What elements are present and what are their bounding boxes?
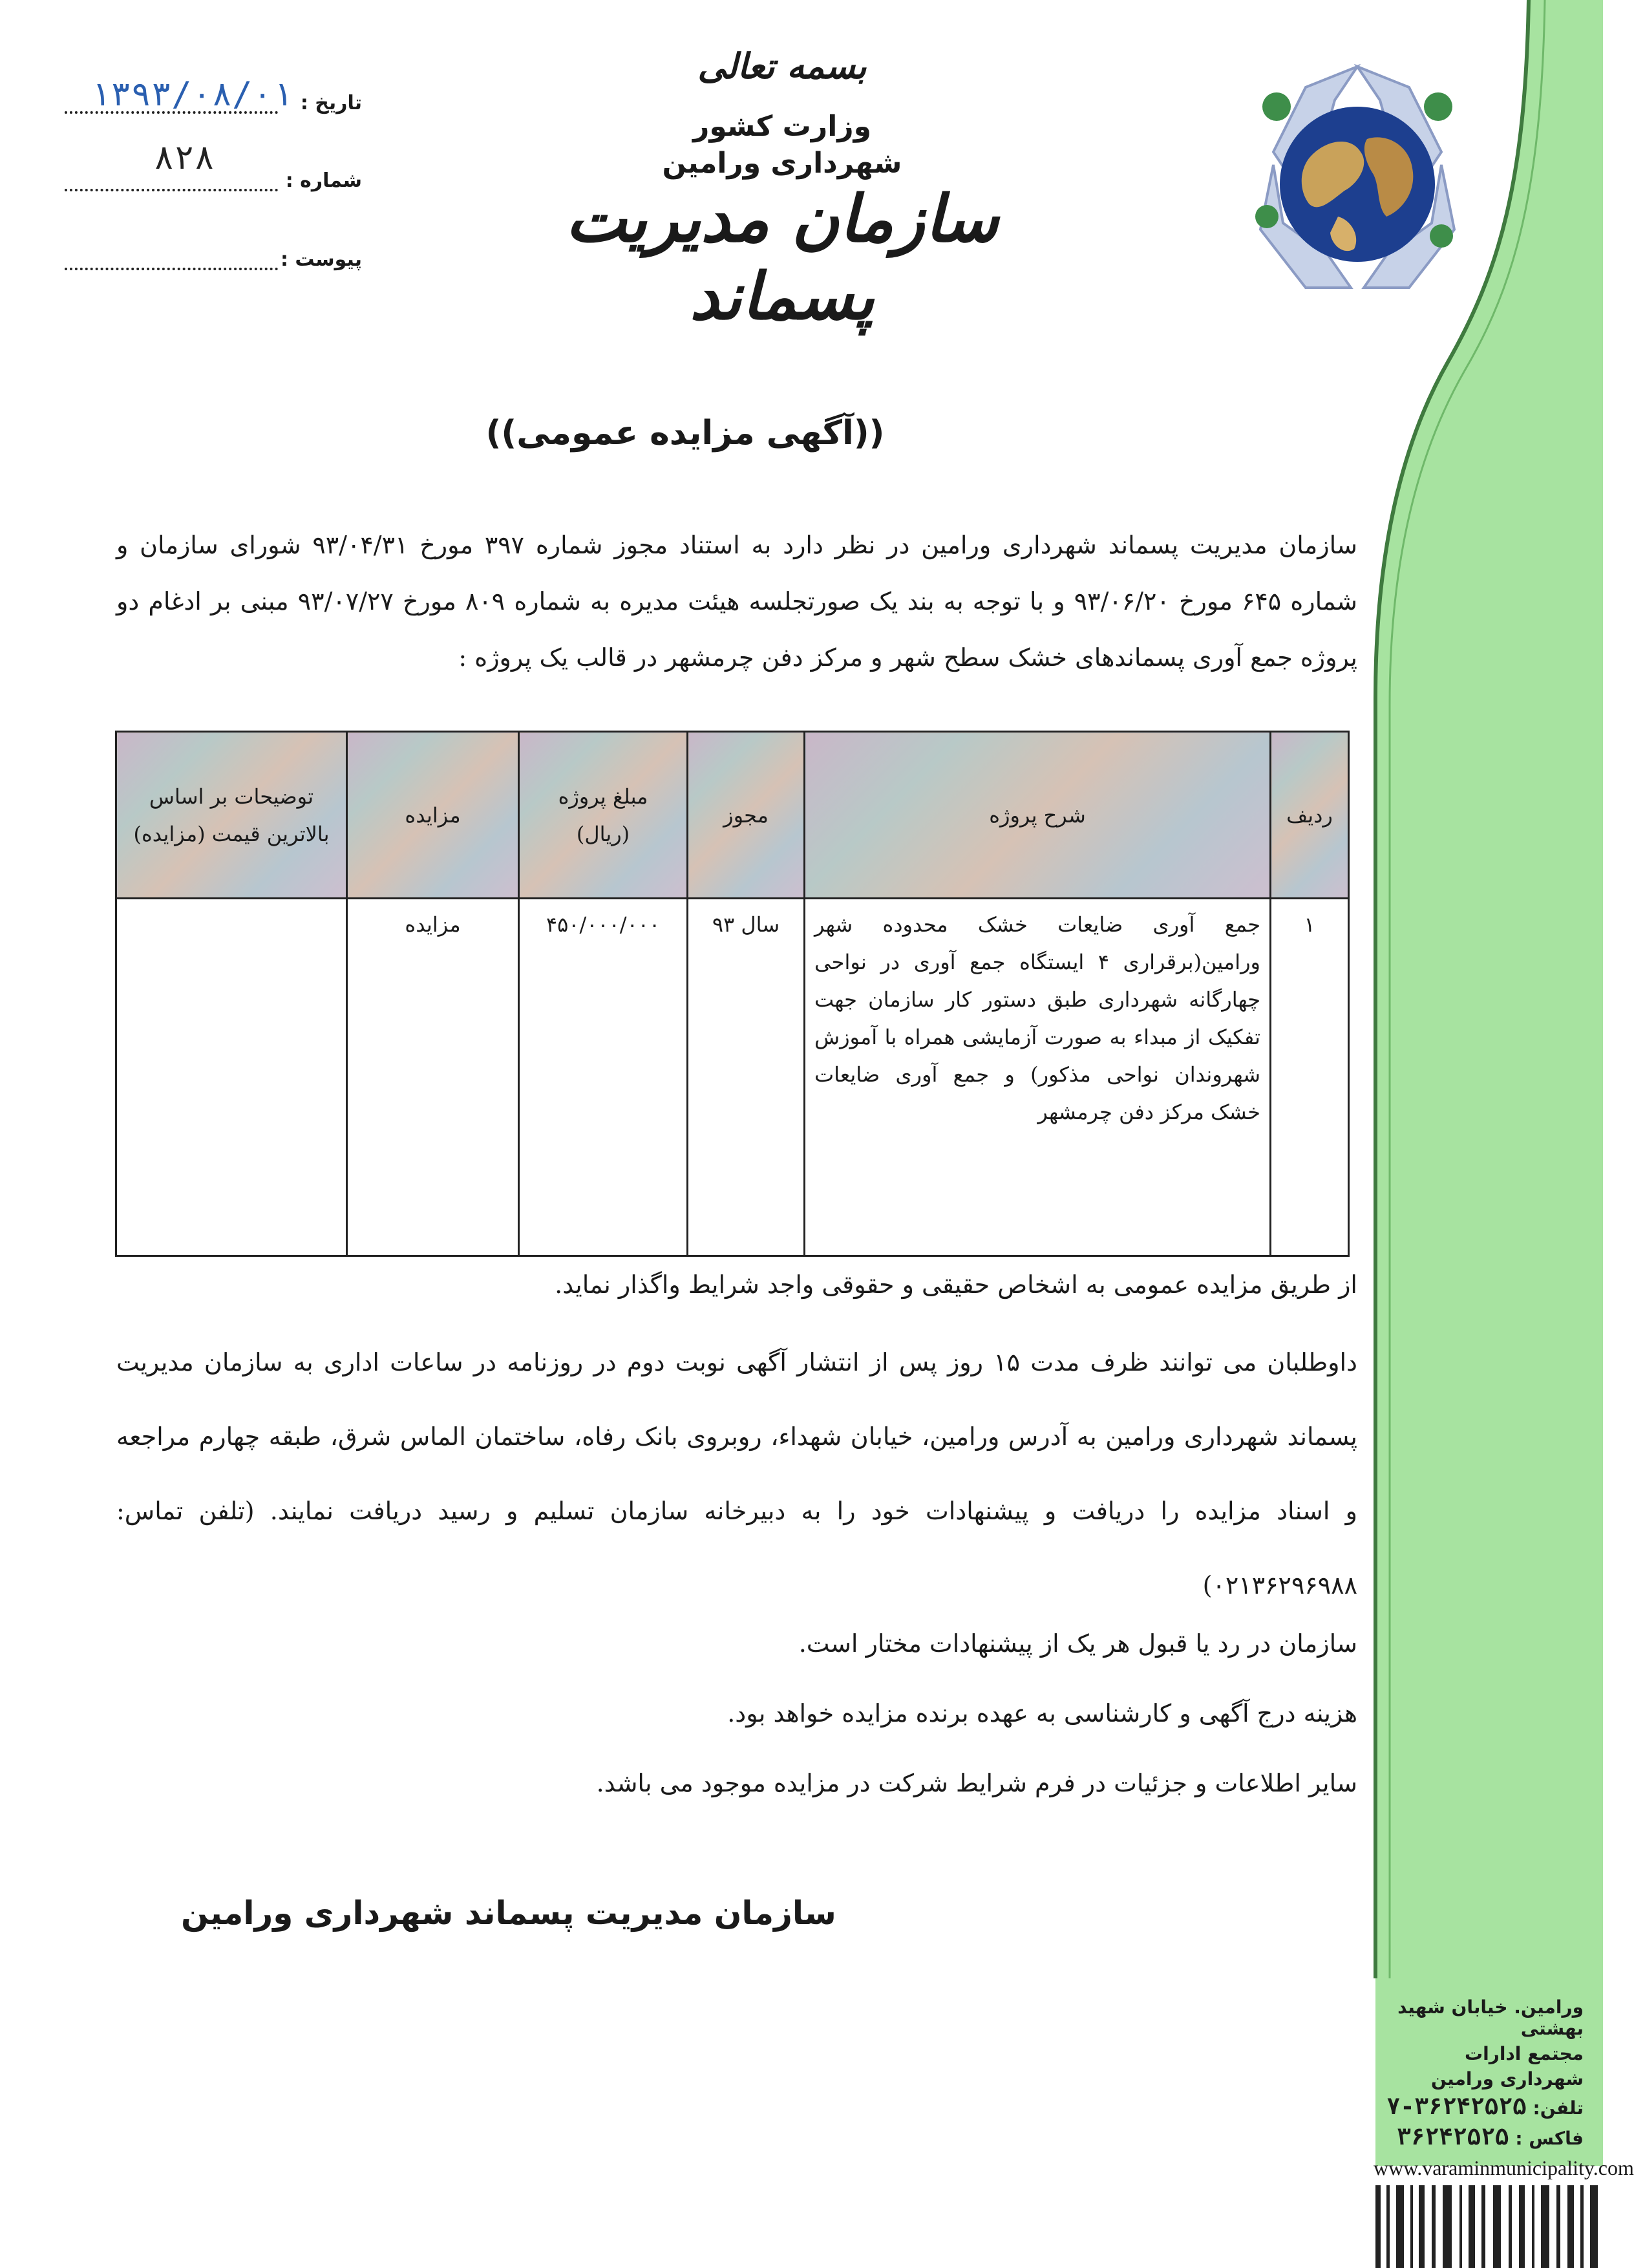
cell-auction: مزایده (347, 899, 519, 1256)
attachment-field (65, 241, 362, 279)
municipality-name: شهرداری ورامین (662, 147, 902, 180)
number-field (65, 138, 362, 200)
costs-text: هزینه درج آگهی و کارشناسی به عهده برنده مزایده خواهد بود. (727, 1699, 1357, 1728)
cell-amount: ۴۵۰/۰۰۰/۰۰۰ (519, 899, 688, 1256)
col-header-auction: مزایده (347, 732, 519, 899)
date-field (65, 75, 362, 123)
number-label: شماره : (285, 169, 362, 192)
website-link[interactable]: www.varaminmunicipality.com (1374, 2156, 1634, 2179)
address-line-2: مجتمع ادارات (1464, 2043, 1584, 2064)
col-header-description: شرح پروژه (805, 732, 1271, 899)
recycle-globe-logo (1247, 61, 1467, 301)
cell-notes (116, 899, 347, 1256)
number-value: ۸۲۸ (154, 138, 215, 177)
intro-paragraph (116, 517, 1357, 686)
date-label: تاریخ : (300, 92, 362, 114)
table-header-row (116, 732, 1349, 899)
col-header-notes: توضیحات بر اساس بالاترین قیمت (مزایده) (116, 732, 347, 899)
ministry-name: وزارت کشور (693, 110, 871, 143)
signature-block: سازمان مدیریت پسماند شهرداری ورامین (181, 1894, 836, 1932)
footer-fax (1374, 2124, 1584, 2150)
address-line-3: شهرداری ورامین (1430, 2068, 1584, 2090)
col-header-amount: مبلغ پروژه (ریال) (519, 732, 688, 899)
rights-text: سازمان در رد یا قبول هر یک از پیشنهادات مختار است. (798, 1629, 1357, 1658)
organization-name: سازمان مدیریت پسماند (566, 180, 999, 334)
cell-row-no: ۱ (1271, 899, 1349, 1256)
announcement-title: ((آگهی مزایده عمومی)) (485, 414, 885, 453)
applicants-text: داوطلبان می توانند ظرف مدت ۱۵ روز پس از انتشار آگهی نوبت دوم در روزنامه در ساعات اداری به سازمان مدیریت پسماند شهرداری ورامین به آدرس ورامین، خیابان شهداء، روبروی بانک رفاه، ساختمان الماس شرق، طبقه چهارم مراجعه و اسناد مزایده را دریافت و پیشنهادات خود را به دبیرخانه سازمان تسلیم و رسید دریافت نمایند. (تلفن تماس: ۰۲۱۳۶۲۹۶۹۸۸) (116, 1348, 1357, 1599)
fax-label: فاکس : (1515, 2128, 1584, 2149)
footer-phone (1374, 2093, 1584, 2120)
footer-address (1374, 1996, 1584, 2090)
date-value: ۱۳۹۳/۰۸/۰۱ (90, 75, 293, 114)
col-header-row-no: ردیف (1271, 732, 1349, 899)
address-line-1: ورامین. خیابان شهید بهشتی (1397, 1996, 1584, 2039)
cell-permit: سال ۹۳ (688, 899, 805, 1256)
other-info-text: سایر اطلاعات و جزئیات در فرم شرایط شرکت در مزایده موجود می باشد. (596, 1769, 1357, 1797)
after-table-text: از طریق مزایده عمومی به اشخاص حقیقی و حقوقی واجد شرایط واگذار نماید. (555, 1270, 1357, 1299)
cell-description: جمع آوری ضایعات خشک محدوده شهر ورامین(برقراری ۴ ایستگاه جمع آوری در نواحی چهارگانه شهرداری طبق دستور کار سازمان جهت تفکیک از مبداء به صورت آزمایشی همراه با آموزش شهروندان نواحی مذکور) و جمع آوری ضایعات خشک مرکز دفن چرمشهر (805, 899, 1271, 1256)
attachment-label: پیوست : (280, 248, 362, 271)
applicants-paragraph (116, 1325, 1357, 1623)
bismillah-text: بسمه تعالی (697, 45, 867, 87)
table-row (116, 899, 1349, 1256)
letterhead (549, 45, 1015, 335)
fax-value: ۳۶۲۴۲۵۲۵ (1397, 2124, 1509, 2150)
phone-label: تلفن: (1533, 2097, 1584, 2119)
phone-value: ۳۶۲۴۲۵۲۵-۷ (1386, 2093, 1527, 2120)
col-header-permit: مجوز (688, 732, 805, 899)
projects-table (115, 731, 1350, 1257)
intro-text: سازمان مدیریت پسماند شهرداری ورامین در نظر دارد به استناد مجوز شماره ۳۹۷ مورخ ۹۳/۰۴/۳۱ شورای سازمان و شماره ۶۴۵ مورخ ۹۳/۰۶/۲۰ و با توجه به بند یک صورتجلسه هیئت مدیره به شماره ۸۰۹ مورخ ۹۳/۰۷/۲۷ مبنی بر ادغام دو پروژه جمع آوری پسماندهای خشک سطح شهر و مرکز دفن چرمشهر در قالب یک پروژه : (116, 531, 1357, 672)
